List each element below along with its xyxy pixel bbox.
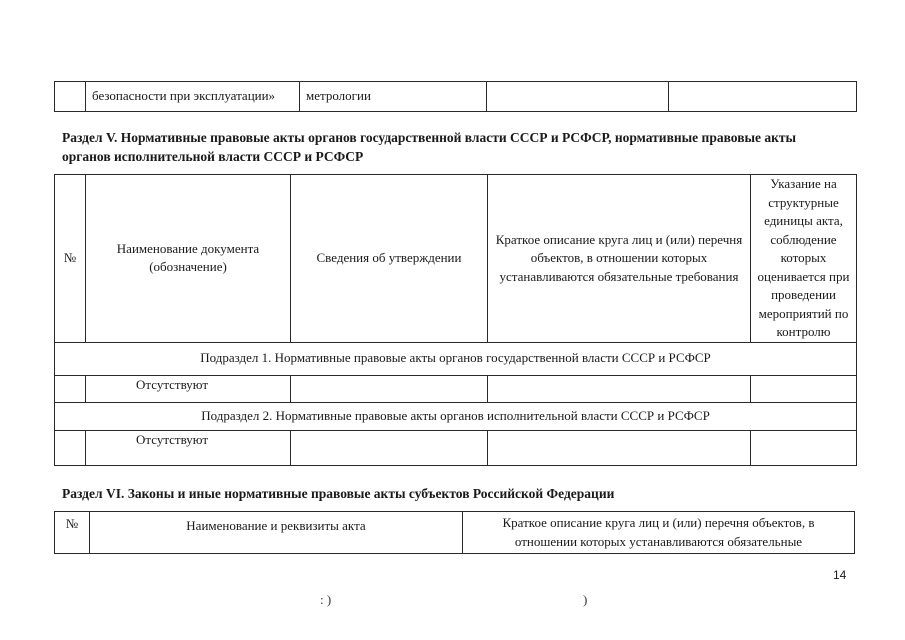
row-cell-num (55, 430, 86, 465)
section-6-heading: Раздел VI. Законы и иные нормативные правовые акты субъектов Российской Федерации (62, 486, 615, 501)
row-cell-num (55, 375, 86, 402)
footer-mark-left: : ) (320, 592, 332, 607)
top-cell-doc-name: безопасности при эксплуатации» (86, 82, 300, 112)
table-header-row (55, 175, 857, 343)
page-number: 14 (833, 568, 847, 582)
footer-mark-right: ) (583, 592, 588, 607)
subsection-1-title: Подраздел 1. Нормативные правовые акты органов государственной власти СССР и РСФСР (55, 342, 857, 375)
row-cell-description (488, 375, 751, 402)
section-5-heading-line2: органов исполнительной власти СССР и РСФСР (62, 149, 364, 164)
row-cell-units (751, 375, 857, 402)
header-num: № (55, 512, 90, 554)
row-cell-doc-name: Отсутствуют (86, 375, 291, 402)
top-cell-approval: метрологии (300, 82, 487, 112)
top-cell-units (669, 82, 857, 112)
header-units: Указание на структурные единицы акта, соблюдение которых оценивается при проведении мероприятий по контролю (751, 175, 857, 343)
subsection-row (55, 342, 857, 375)
row-cell-units (751, 430, 857, 465)
header-doc-name: Наименование документа (обозначение) (86, 175, 291, 343)
top-table-fragment (54, 81, 857, 112)
row-cell-approval (291, 430, 488, 465)
table-row (55, 82, 857, 112)
table-header-row (55, 512, 855, 554)
header-name: Наименование и реквизиты акта (90, 512, 463, 554)
subsection-2-title: Подраздел 2. Нормативные правовые акты органов исполнительной власти СССР и РСФСР (55, 402, 857, 430)
header-approval: Сведения об утверждении (291, 175, 488, 343)
header-num: № (55, 175, 86, 343)
header-description: Краткое описание круга лиц и (или) перечня объектов, в отношении которых устанавливаются обязательные (463, 512, 855, 554)
section-5-heading-line1: Раздел V. Нормативные правовые акты органов государственной власти СССР и РСФСР, нормативные правовые акты (62, 130, 797, 145)
row-cell-approval (291, 375, 488, 402)
header-description: Краткое описание круга лиц и (или) перечня объектов, в отношении которых устанавливаются обязательные требования (488, 175, 751, 343)
row-cell-doc-name: Отсутствуют (86, 430, 291, 465)
section-6-table (54, 511, 855, 554)
top-cell-description (487, 82, 669, 112)
table-row (55, 375, 857, 402)
table-row (55, 430, 857, 465)
subsection-row (55, 402, 857, 430)
section-5-heading (62, 128, 862, 166)
top-cell-num (55, 82, 86, 112)
row-cell-description (488, 430, 751, 465)
section-5-table (54, 174, 857, 466)
